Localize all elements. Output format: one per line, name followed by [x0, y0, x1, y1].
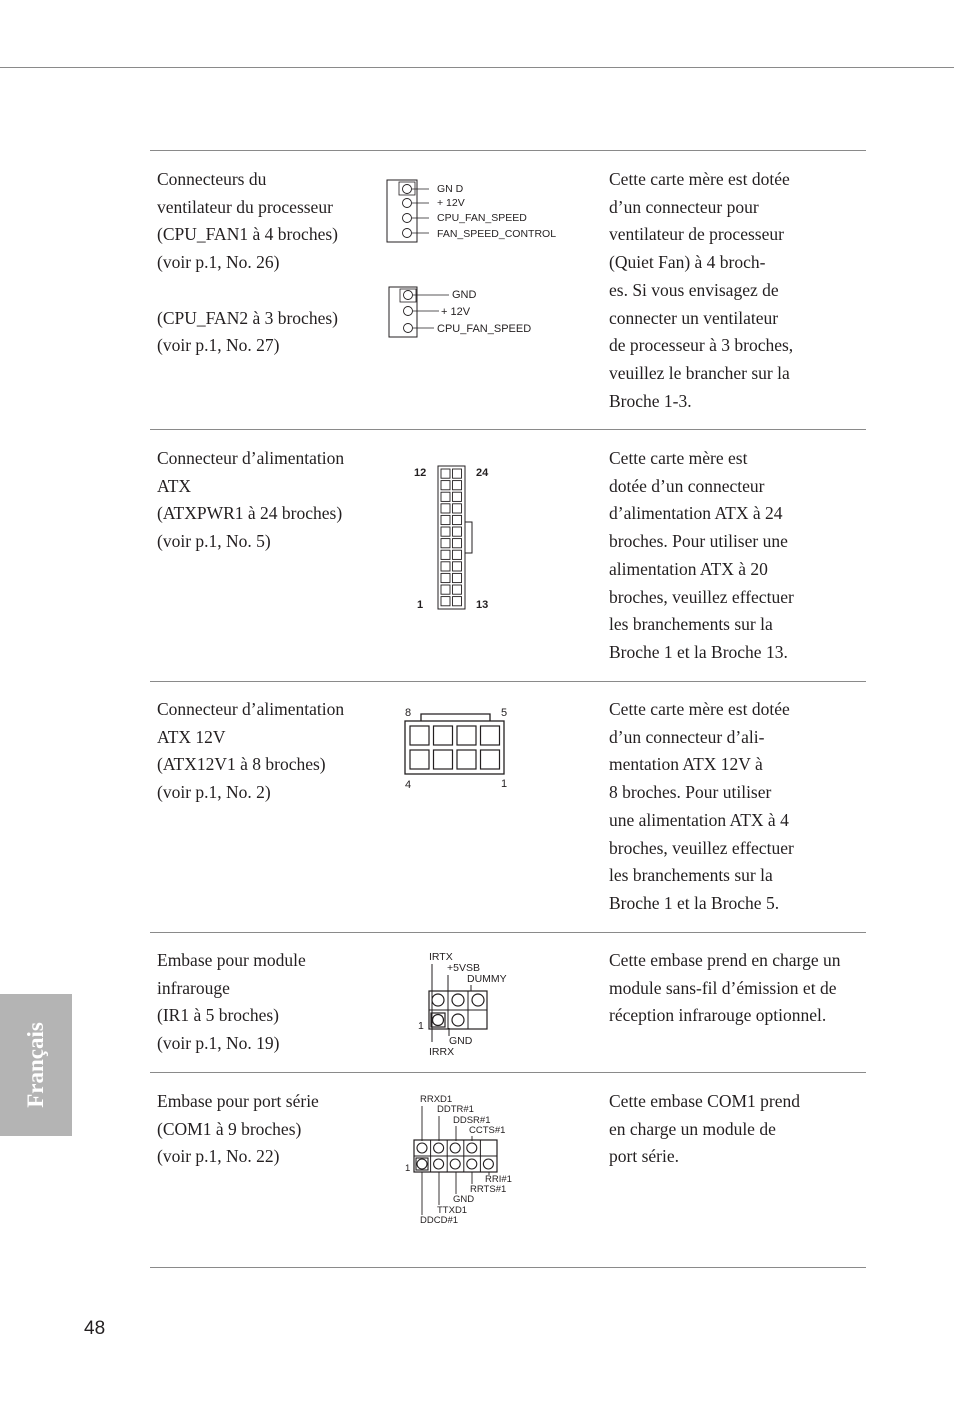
com-pin-label: DDSR#1	[453, 1115, 491, 1126]
desc-line: es. Si vous envisagez de	[609, 279, 779, 300]
language-tab-label: Français	[23, 1022, 48, 1108]
pin-cell	[441, 550, 450, 559]
serial-port-description	[609, 1088, 800, 1171]
pin-number: 13	[476, 599, 489, 611]
title-line: (CPU_FAN2 à 3 broches)	[157, 307, 338, 328]
desc-line: Broche 1 et la Broche 5.	[609, 892, 780, 913]
desc-line: alimentation ATX à 20	[609, 558, 768, 579]
title-line: (ATXPWR1 à 24 broches)	[157, 503, 343, 524]
desc-line: les branchements sur la	[609, 614, 773, 635]
pin-cell	[453, 527, 462, 536]
desc-line: Cette carte mère est dotée	[609, 699, 790, 719]
title-line: ventilateur du processeur	[157, 196, 333, 217]
pin-cell	[410, 750, 429, 769]
pin-cell	[441, 481, 450, 490]
pin-number: 4	[405, 779, 412, 791]
desc-line: d’un connecteur d’ali-	[609, 726, 765, 747]
pin-cell	[441, 562, 450, 571]
title-line: (COM1 à 9 broches)	[157, 1118, 302, 1139]
title-line: (voir p.1, No. 27)	[157, 335, 280, 356]
table-rule	[150, 1072, 866, 1073]
atx24-diagram	[405, 458, 505, 623]
pin-cell	[450, 1159, 460, 1169]
pin-cell	[453, 539, 462, 548]
pin-cell	[434, 726, 453, 745]
ir-header-diagram	[412, 946, 522, 1066]
atx-power-description	[609, 445, 794, 667]
pin-number: 24	[476, 467, 489, 479]
table-rule	[150, 429, 866, 430]
com-pin-label: GND	[453, 1194, 475, 1205]
page-number: 48	[84, 1318, 106, 1339]
pin-cell	[453, 481, 462, 490]
desc-line: port série.	[609, 1146, 679, 1167]
pin-cell	[441, 585, 450, 594]
desc-line: Cette carte mère est	[609, 448, 748, 468]
atx12v-title	[157, 696, 344, 807]
top-rule	[0, 67, 954, 68]
com-pin-label: 1	[405, 1163, 411, 1174]
desc-line: en charge un module de	[609, 1118, 776, 1139]
ir-pin-label: 1	[418, 1020, 424, 1032]
desc-line: (Quiet Fan) à 4 broch-	[609, 252, 766, 273]
com-pin-label: RRTS#1	[470, 1184, 507, 1195]
title-line: ATX 12V	[157, 726, 226, 747]
com-pin-label: TTXD1	[437, 1205, 468, 1216]
desc-line: broches, veuillez effectuer	[609, 837, 794, 858]
desc-line: veuillez le brancher sur la	[609, 362, 790, 383]
title-line: (voir p.1, No. 2)	[157, 782, 271, 803]
pin-cell	[441, 492, 450, 501]
pin-cell	[441, 597, 450, 606]
title-line: infrarouge	[157, 977, 230, 998]
pin-number: 5	[501, 707, 508, 719]
com-header-diagram	[400, 1090, 530, 1235]
title-line: Embase pour module	[157, 950, 306, 970]
pin-cell	[481, 726, 500, 745]
com-pin-label: RRI#1	[485, 1174, 512, 1185]
infrared-title	[157, 947, 306, 1058]
title-line	[157, 277, 338, 305]
pin-cell	[453, 550, 462, 559]
desc-line: d’alimentation ATX à 24	[609, 503, 783, 524]
desc-line: une alimentation ATX à 4	[609, 809, 789, 830]
pin-cell	[453, 573, 462, 582]
pin-cell	[434, 1159, 444, 1169]
fan3-pin-label: + 12V	[441, 306, 471, 318]
pin-cell	[467, 1143, 477, 1153]
serial-port-title	[157, 1088, 319, 1171]
pin-cell	[450, 1143, 460, 1153]
infrared-description	[609, 947, 840, 1030]
title-line: (voir p.1, No. 5)	[157, 531, 271, 552]
atx-power-title	[157, 445, 344, 556]
desc-line: Cette carte mère est dotée	[609, 169, 790, 189]
ir-pin-label: GND	[449, 1035, 473, 1047]
pin-cell	[441, 527, 450, 536]
ir-pin-label: DUMMY	[467, 973, 507, 985]
desc-line: Broche 1 et la Broche 13.	[609, 641, 788, 662]
title-line: (voir p.1, No. 26)	[157, 252, 280, 273]
com-pin-label: DDCD#1	[420, 1215, 459, 1226]
pin-cell	[410, 726, 429, 745]
ir-pin-label: +5VSB	[447, 962, 480, 974]
pin-cell	[434, 1143, 444, 1153]
title-line: (IR1 à 5 broches)	[157, 1005, 279, 1026]
pin-cell	[441, 469, 450, 478]
desc-line: connecter un ventilateur	[609, 307, 779, 328]
fan3-pin-label: CPU_FAN_SPEED	[437, 323, 532, 335]
title-line: (CPU_FAN1 à 4 broches)	[157, 224, 338, 245]
fan4-pin-label: FAN_SPEED_CONTROL	[437, 228, 557, 240]
title-line: Embase pour port série	[157, 1091, 319, 1111]
pin-cell	[457, 750, 476, 769]
pin-number: 1	[501, 778, 508, 790]
pin-cell	[453, 515, 462, 524]
pin-cell	[441, 504, 450, 513]
pin-cell	[441, 515, 450, 524]
title-line: Connecteurs du	[157, 169, 267, 189]
com-pin-label: CCTS#1	[469, 1125, 506, 1136]
table-rule	[150, 150, 866, 151]
desc-line: d’un connecteur pour	[609, 196, 759, 217]
atx12v-diagram	[400, 703, 520, 803]
title-line: Connecteur d’alimentation	[157, 448, 345, 468]
desc-line: réception infrarouge optionnel.	[609, 1005, 827, 1026]
pin-cell	[457, 726, 476, 745]
title-line: (ATX12V1 à 8 broches)	[157, 754, 326, 775]
pin-cell	[417, 1143, 427, 1153]
desc-line: dotée d’un connecteur	[609, 475, 765, 496]
pin-cell	[453, 597, 462, 606]
desc-line: Cette embase prend en charge un	[609, 950, 841, 970]
desc-line: les branchements sur la	[609, 865, 773, 886]
desc-line: 8 broches. Pour utiliser	[609, 782, 772, 803]
pin-number: 12	[414, 467, 427, 479]
cpu-fan-diagram	[380, 174, 580, 349]
title-line: Connecteur d’alimentation	[157, 699, 345, 719]
pin-number: 8	[405, 707, 412, 719]
desc-line: ventilateur de processeur	[609, 224, 784, 245]
table-rule	[150, 681, 866, 682]
pin-cell	[467, 1159, 477, 1169]
title-line: (voir p.1, No. 19)	[157, 1033, 280, 1054]
cpu-fan-description	[609, 166, 793, 415]
desc-line: broches. Pour utiliser une	[609, 531, 788, 552]
pin-cell	[434, 750, 453, 769]
com-pin-label: RRXD1	[420, 1094, 453, 1105]
pin-number: 1	[417, 599, 424, 611]
pin-cell	[453, 585, 462, 594]
pin-cell	[441, 539, 450, 548]
pin-cell	[453, 504, 462, 513]
pin-cell	[453, 469, 462, 478]
pin-cell	[483, 1159, 493, 1169]
pin-cell	[441, 573, 450, 582]
desc-line: broches, veuillez effectuer	[609, 586, 794, 607]
table-rule	[150, 1267, 866, 1268]
pin-cell	[453, 492, 462, 501]
ir-pin-label: IRRX	[429, 1046, 455, 1058]
pin-cell	[416, 1158, 428, 1170]
desc-line: Cette embase COM1 prend	[609, 1091, 800, 1111]
fan4-pin-label: CPU_FAN_SPEED	[437, 212, 527, 224]
title-line: ATX	[157, 475, 192, 496]
pin-cell	[417, 1159, 427, 1169]
desc-line: mentation ATX 12V à	[609, 754, 763, 775]
fan4-pin-label: GN D	[437, 183, 464, 195]
fan3-pin-label: GND	[452, 289, 477, 301]
pin-cell	[453, 562, 462, 571]
pin-cell	[481, 750, 500, 769]
fan4-pin-label: + 12V	[437, 197, 465, 209]
desc-line: Broche 1-3.	[609, 390, 692, 411]
desc-line: de processeur à 3 broches,	[609, 335, 794, 356]
title-line: (voir p.1, No. 22)	[157, 1146, 280, 1167]
atx12v-description	[609, 696, 794, 918]
com-pin-label: DDTR#1	[437, 1104, 474, 1115]
desc-line: module sans-fil d’émission et de	[609, 977, 837, 998]
language-side-tab	[0, 994, 72, 1136]
ir-pin-label: IRTX	[429, 951, 453, 963]
table-rule	[150, 932, 866, 933]
cpu-fan-title	[157, 166, 338, 360]
